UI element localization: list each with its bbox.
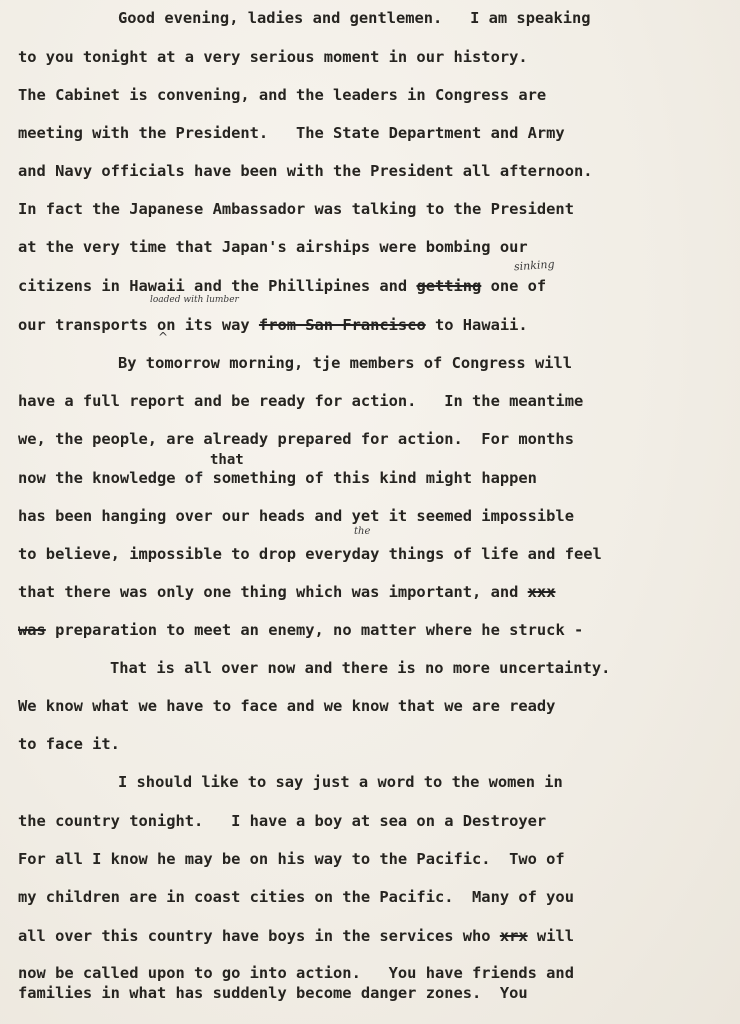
caret-mark-icon: ^ [158,330,169,344]
text-segment: to Hawaii. [425,316,528,334]
text-line: now be called upon to go into action. You have friends and [18,964,574,982]
text-line: and Navy officials have been with the President all afternoon. [18,162,593,180]
text-segment: , and [472,583,528,601]
text-segment: our transports on its way [18,316,259,334]
struck-word: xxx [527,583,556,601]
text-line: to you tonight at a very serious moment in our history. [18,48,528,66]
text-line: to believe, impossible to drop everyday things of life and feel [18,545,602,563]
text-line: we, the people, are already prepared for action. For months [18,430,574,448]
text-line: my children are in coast cities on the Pacific. Many of you [18,888,574,906]
inserted-word-that: that [210,452,244,468]
handwritten-annotation-sinking: sinking [513,257,555,274]
struck-word: of [184,469,204,487]
text-line-24 [18,926,574,946]
text-segment: something of this kind might happen [203,469,537,487]
text-line: By tomorrow morning, tje members of Congress will [118,354,573,372]
text-line-13 [18,468,537,488]
text-line-17 [18,620,583,640]
text-line: has been hanging over our heads and yet it seemed impossible [18,507,574,525]
text-line: We know what we have to face and we know that we are ready [18,697,556,715]
text-segment: that there was only one thing which was important [18,583,473,601]
text-line: That is all over now and there is no more uncertainty. [110,659,611,677]
text-line: In fact the Japanese Ambassador was talking to the President [18,200,574,218]
struck-word: was [18,621,46,639]
struck-word: getting [416,277,482,295]
handwritten-annotation-the: the [354,526,371,537]
text-line: to face it. [18,735,120,753]
text-line: families in what has suddenly become danger zones. You [18,984,528,1002]
struck-phrase: from San Francisco [258,316,426,334]
text-line: have a full report and be ready for action. In the meantime [18,392,584,410]
handwritten-annotation-lumber: loaded with lumber [150,295,239,305]
text-segment: will [527,927,574,945]
text-line: The Cabinet is convening, and the leaders in Congress are [18,86,547,104]
text-line-8 [18,276,546,296]
text-line: at the very time that Japan's airships were bombing our [18,238,528,256]
text-segment: all over this country have boys in the services who [18,927,500,945]
text-segment: citizens in Hawaii and the Phillipines and [18,277,417,295]
text-line: the country tonight. I have a boy at sea on a Destroyer [18,812,547,830]
text-segment: preparation to meet an enemy, no matter where he struck - [45,621,584,639]
text-line: Good evening, ladies and gentlemen. I am speaking [118,9,591,27]
text-segment: one of [481,277,547,295]
text-line: For all I know he may be on his way to the Pacific. Two of [18,850,565,868]
text-line: meeting with the President. The State Department and Army [18,124,565,142]
struck-word: xrx [499,927,528,945]
text-line-16 [18,582,555,602]
text-line-9 [18,315,528,335]
text-segment: now the knowledge [18,469,185,487]
text-line: I should like to say just a word to the women in [118,773,563,791]
